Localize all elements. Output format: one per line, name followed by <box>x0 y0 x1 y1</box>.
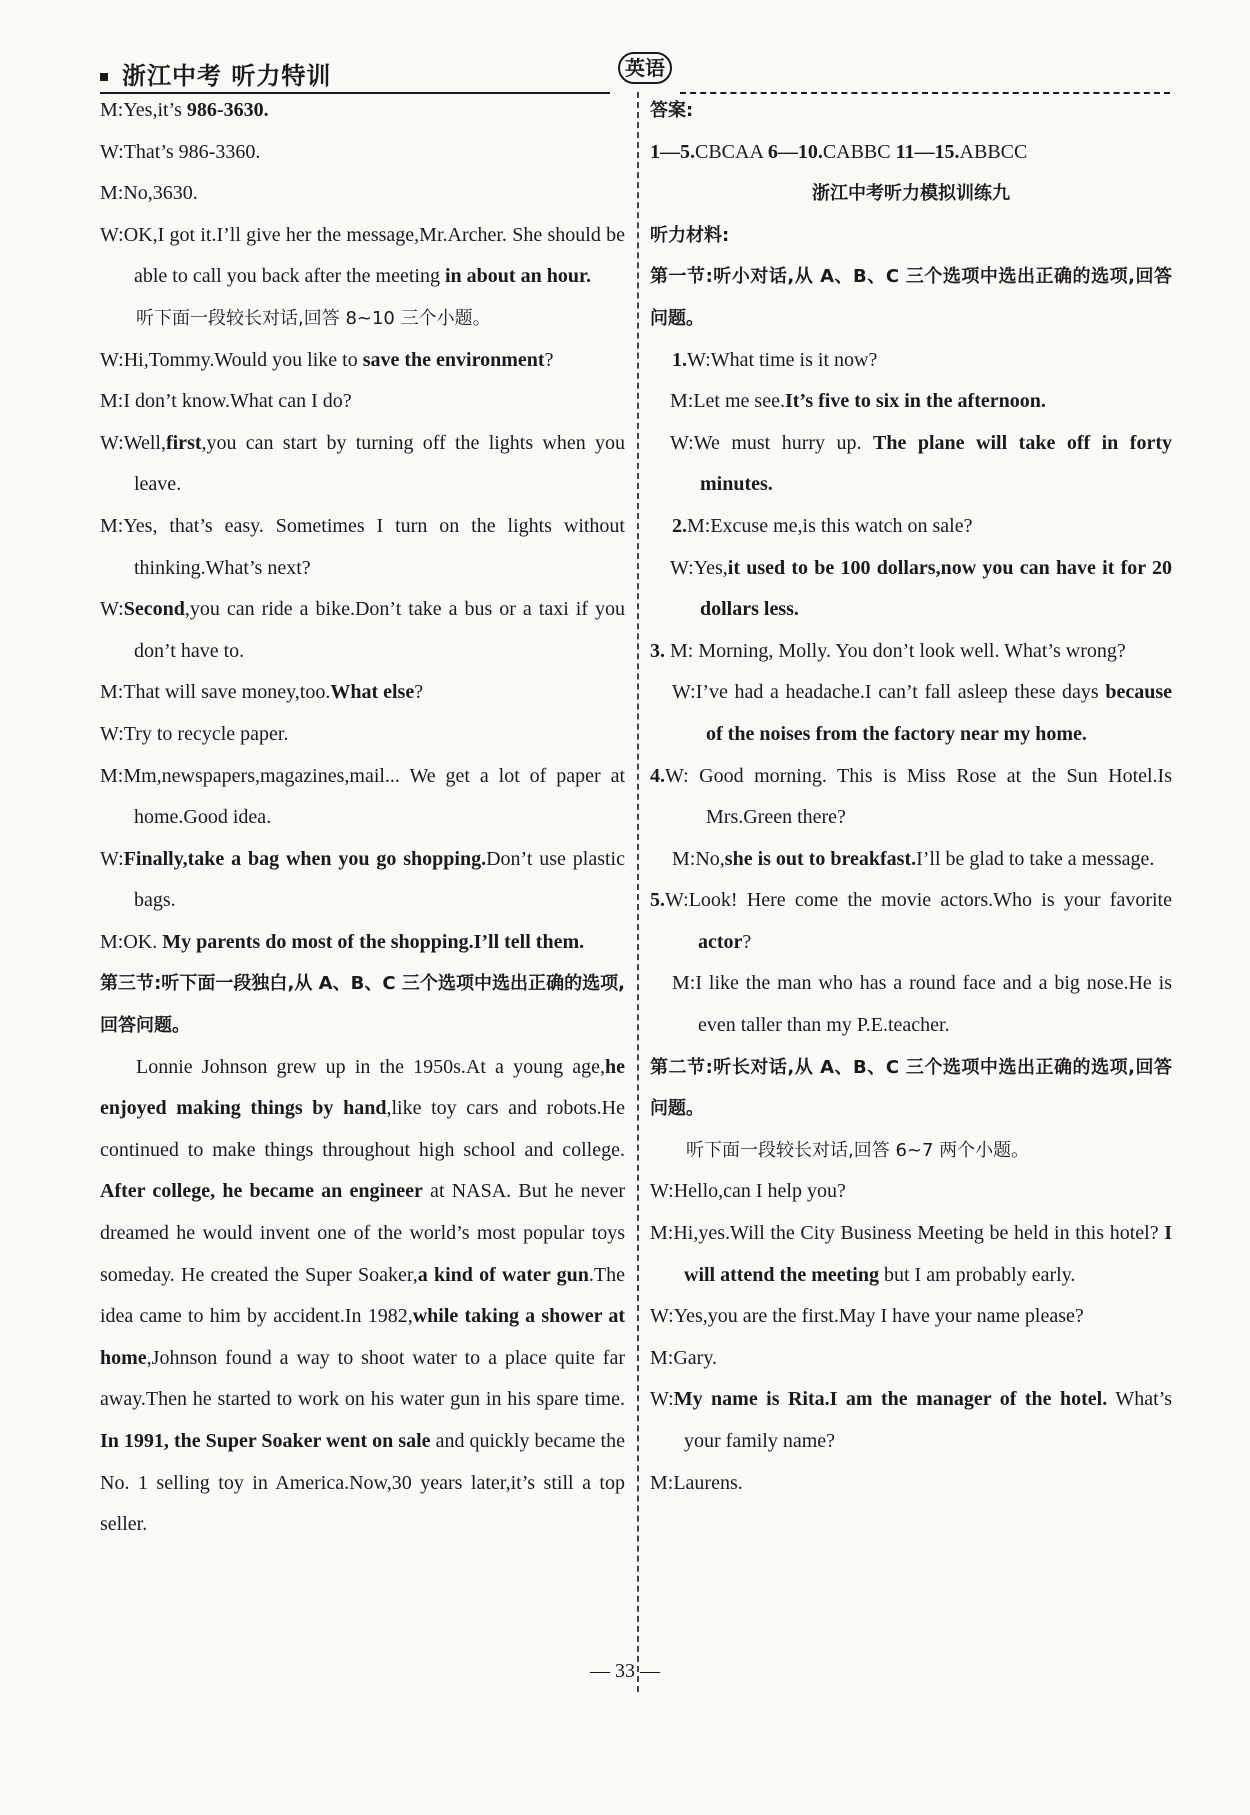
dialogue-line: W:Try to recycle paper. <box>100 722 289 745</box>
right-column <box>650 90 1172 1504</box>
dialogue-line: W:Yes,you are the first.May I have your name please? <box>650 1305 1084 1328</box>
dialogue-line: M:Hi,yes.Will the City Business Meeting be held in this hotel? I will attend the meeting but I am probably early. <box>650 1222 1172 1286</box>
section-heading: 第三节:听下面一段独白,从 A、B、C 三个选项中选出正确的选项,回答问题。 <box>100 973 625 1037</box>
question-line: 3. M: Morning, Molly. You don’t look well. What’s wrong? <box>650 639 1126 662</box>
dialogue-line: M:I don’t know.What can I do? <box>100 390 352 413</box>
section-instruction: 听下面一段较长对话,回答 6~7 两个小题。 <box>686 1139 1030 1161</box>
dialogue-line: M:OK. My parents do most of the shopping.I’ll tell them. <box>100 930 585 953</box>
subject-badge: 英语 <box>610 52 680 86</box>
section-instruction: 听下面一段较长对话,回答 8~10 三个小题。 <box>136 307 491 329</box>
question-line: 5.W:Look! Here come the movie actors.Who is your favorite actor? <box>650 889 1172 953</box>
dialogue-line: W:Hi,Tommy.Would you like to save the environment? <box>100 348 554 371</box>
dialogue-line: W:OK,I got it.I’ll give her the message,Mr.Archer. She should be able to call you back after the meeting in about an hour. <box>100 223 625 288</box>
dialogue-line: W:Well,first,you can start by turning off the lights when you leave. <box>100 431 625 496</box>
dialogue-line: W:Yes,it used to be 100 dollars,now you can have it for 20 dollars less. <box>670 556 1172 621</box>
dialogue-line: W:My name is Rita.I am the manager of the hotel. What’s your family name? <box>650 1388 1172 1452</box>
dialogue-line: M:Let me see.It’s five to six in the afternoon. <box>670 390 1046 413</box>
dialogue-line: M:No,she is out to breakfast.I’ll be glad to take a message. <box>672 847 1155 870</box>
dialogue-line: M:Yes, that’s easy. Sometimes I turn on the lights without thinking.What’s next? <box>100 514 625 579</box>
dialogue-line: M:I like the man who has a round face and a big nose.He is even taller than my P.E.teacher. <box>672 972 1172 1037</box>
question-line: 4.W: Good morning. This is Miss Rose at the Sun Hotel.Is Mrs.Green there? <box>650 764 1172 829</box>
practice-title: 浙江中考听力模拟训练九 <box>812 183 1010 205</box>
dialogue-line: M:Laurens. <box>650 1471 743 1494</box>
question-line: 2.M:Excuse me,is this watch on sale? <box>672 514 973 537</box>
answer-heading: 答案: <box>650 100 694 121</box>
page-number: — 33 — <box>590 1660 660 1682</box>
dialogue-line: M:No,3630. <box>100 182 198 205</box>
dialogue-line: W:Finally,take a bag when you go shopping.Don’t use plastic bags. <box>100 847 625 912</box>
page-header <box>100 52 1170 92</box>
header-title: 浙江中考 听力特训 <box>100 56 331 91</box>
monologue-paragraph: Lonnie Johnson grew up in the 1950s.At a young age,he enjoyed making things by hand,like toy cars and robots.He continued to make things throughout high school and college. After college, he became an engineer at NASA. But he never dreamed he would invent one of the world’s most popular toys someday. He created the Super Soaker,a kind of water gun.The idea came to him by accident.In 1982,while taking a shower at home,Johnson found a way to shoot water to a place quite far away.Then he started to work on his water gun in his spare time. In 1991, the Super Soaker went on sale and quickly became the No. 1 selling toy in America.Now,30 years later,it’s still a top seller. <box>100 1055 626 1536</box>
dialogue-line: W:I’ve had a headache.I can’t fall asleep these days because of the noises from the factory near my home. <box>672 681 1172 745</box>
dialogue-line: M:That will save money,too.What else? <box>100 681 424 704</box>
question-line: 1.W:What time is it now? <box>672 348 878 371</box>
left-column <box>100 90 625 1546</box>
dialogue-line: W:Second,you can ride a bike.Don’t take a bus or a taxi if you don’t have to. <box>100 598 625 662</box>
column-divider <box>637 92 639 1692</box>
dialogue-line: W:Hello,can I help you? <box>650 1180 846 1203</box>
dialogue-line: W:That’s 986-3360. <box>100 140 261 163</box>
material-heading: 听力材料: <box>650 224 730 246</box>
dialogue-line: M:Mm,newspapers,magazines,mail... We get a lot of paper at home.Good idea. <box>100 764 625 829</box>
section-heading: 第二节:听长对话,从 A、B、C 三个选项中选出正确的选项,回答问题。 <box>650 1056 1172 1120</box>
answer-key: 1—5.CBCAA 6—10.CABBC 11—15.ABBCC <box>650 140 1028 163</box>
bullet-square-icon <box>100 73 108 81</box>
dialogue-line: M:Yes,it’s 986-3630. <box>100 99 269 121</box>
dialogue-line: M:Gary. <box>650 1346 718 1369</box>
dialogue-line: W:We must hurry up. The plane will take off in forty minutes. <box>670 431 1172 496</box>
section-heading: 第一节:听小对话,从 A、B、C 三个选项中选出正确的选项,回答问题。 <box>650 266 1172 329</box>
